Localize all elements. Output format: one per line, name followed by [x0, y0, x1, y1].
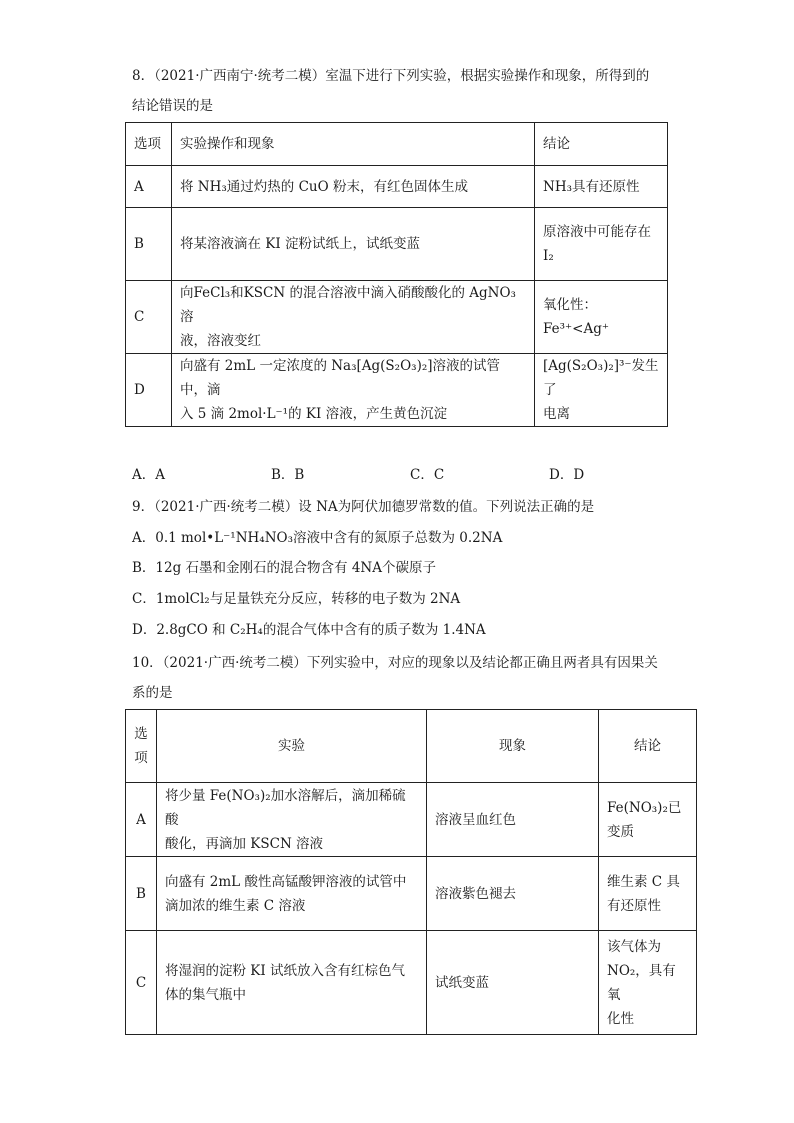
q9-stem: 9．（2021·广西·统考二模）设 NA为阿伏加德罗常数的值。下列说法正确的是 — [132, 499, 595, 515]
row-option: B — [126, 857, 157, 931]
table-header-row — [126, 123, 668, 166]
conclusion-line: 电离 — [543, 406, 570, 422]
table-row — [126, 281, 668, 354]
q8-choices — [132, 465, 692, 485]
choice-c[interactable]: C．C — [410, 467, 445, 483]
table-row — [126, 783, 697, 857]
q9-option-a[interactable]: A．0.1 mol•L⁻¹NH₄NO₃溶液中含有的氮原子总数为 0.2NA — [132, 530, 503, 546]
row-experiment — [157, 783, 427, 857]
operation-line: 液，溶液变红 — [180, 333, 261, 349]
choice-b[interactable]: B．B — [271, 467, 305, 483]
conclusion-line: 原溶液中可能存在 — [543, 224, 651, 240]
header-operation: 实验操作和现象 — [172, 123, 535, 166]
conclusion-line: 有还原性 — [607, 897, 661, 914]
row-conclusion — [599, 783, 697, 857]
conclusion-line: 该气体为 — [607, 938, 661, 955]
conclusion-line: 变质 — [607, 823, 634, 840]
row-option: D — [126, 354, 172, 427]
table-row — [126, 208, 668, 281]
q10-table — [125, 709, 697, 1035]
operation-line: 向FeCl₃和KSCN 的混合溶液中滴入硝酸酸化的 AgNO₃溶 — [180, 285, 516, 325]
q9-option-c[interactable]: C．1molCl₂与足量铁充分反应，转移的电子数为 2NA — [132, 591, 461, 607]
table-row — [126, 166, 668, 208]
row-option: A — [126, 166, 172, 208]
q9-option-d[interactable]: D．2.8gCO 和 C₂H₄的混合气体中含有的质子数为 1.4NA — [132, 622, 486, 638]
q10-stem-line1: 10．（2021·广西·统考二模）下列实验中，对应的现象以及结论都正确且两者具有因果关 — [132, 655, 658, 671]
row-option: A — [126, 783, 157, 857]
choice-a[interactable]: A．A — [132, 467, 165, 483]
q10-stem-line2: 系的是 — [132, 685, 173, 701]
row-conclusion — [535, 354, 668, 427]
row-conclusion — [535, 208, 668, 281]
table-row — [126, 857, 697, 931]
row-conclusion: NH₃具有还原性 — [535, 166, 668, 208]
experiment-line: 将少量 Fe(NO₃)₂加水溶解后，滴加稀硫酸 — [165, 787, 406, 828]
table-row — [126, 354, 668, 427]
row-operation: 将某溶液滴在 KI 淀粉试纸上，试纸变蓝 — [172, 208, 535, 281]
header-option: 选项 — [126, 123, 172, 166]
q8-stem-line2: 结论错误的是 — [132, 98, 213, 114]
conclusion-line: NO₂，具有氧 — [607, 962, 676, 1003]
row-conclusion: 氧化性：Fe³⁺<Ag⁺ — [535, 281, 668, 354]
row-experiment — [157, 931, 427, 1035]
conclusion-line: Fe(NO₃)₂已 — [607, 799, 682, 816]
experiment-line: 向盛有 2mL 酸性高锰酸钾溶液的试管中 — [165, 873, 407, 890]
row-option: B — [126, 208, 172, 281]
conclusion-line: [Ag(S₂O₃)₂]³⁻发生了 — [543, 358, 659, 398]
row-operation: 将 NH₃通过灼热的 CuO 粉末，有红色固体生成 — [172, 166, 535, 208]
q8-stem-line1: 8．（2021·广西南宁·统考二模）室温下进行下列实验，根据实验操作和现象，所得到的 — [132, 68, 650, 84]
experiment-line: 酸化，再滴加 KSCN 溶液 — [165, 835, 324, 852]
header-option: 选 项 — [126, 710, 157, 783]
row-phenomenon: 溶液紫色褪去 — [427, 857, 599, 931]
choice-d[interactable]: D．D — [549, 467, 585, 483]
header-experiment: 实验 — [157, 710, 427, 783]
operation-line: 入 5 滴 2mol·L⁻¹的 KI 溶液，产生黄色沉淀 — [180, 406, 448, 422]
experiment-line: 滴加浓的维生素 C 溶液 — [165, 897, 306, 914]
row-experiment — [157, 857, 427, 931]
row-option: C — [126, 281, 172, 354]
row-phenomenon: 试纸变蓝 — [427, 931, 599, 1035]
conclusion-line: 化性 — [607, 1010, 634, 1027]
row-conclusion — [599, 857, 697, 931]
experiment-line: 体的集气瓶中 — [165, 986, 246, 1003]
row-operation — [172, 281, 535, 354]
q9-option-b[interactable]: B．12g 石墨和金刚石的混合物含有 4NA个碳原子 — [132, 560, 436, 576]
row-phenomenon: 溶液呈血红色 — [427, 783, 599, 857]
experiment-line: 将湿润的淀粉 KI 试纸放入含有红棕色气 — [165, 962, 406, 979]
header-conclusion: 结论 — [599, 710, 697, 783]
conclusion-line: I₂ — [543, 248, 554, 264]
row-operation — [172, 354, 535, 427]
table-header-row — [126, 710, 697, 783]
q8-table — [125, 122, 668, 427]
table-row — [126, 931, 697, 1035]
header-conclusion: 结论 — [535, 123, 668, 166]
row-option: C — [126, 931, 157, 1035]
row-conclusion — [599, 931, 697, 1035]
header-phenomenon: 现象 — [427, 710, 599, 783]
operation-line: 向盛有 2mL 一定浓度的 Na₃[Ag(S₂O₃)₂]溶液的试管中，滴 — [180, 358, 501, 398]
conclusion-line: 维生素 C 具 — [607, 873, 680, 890]
